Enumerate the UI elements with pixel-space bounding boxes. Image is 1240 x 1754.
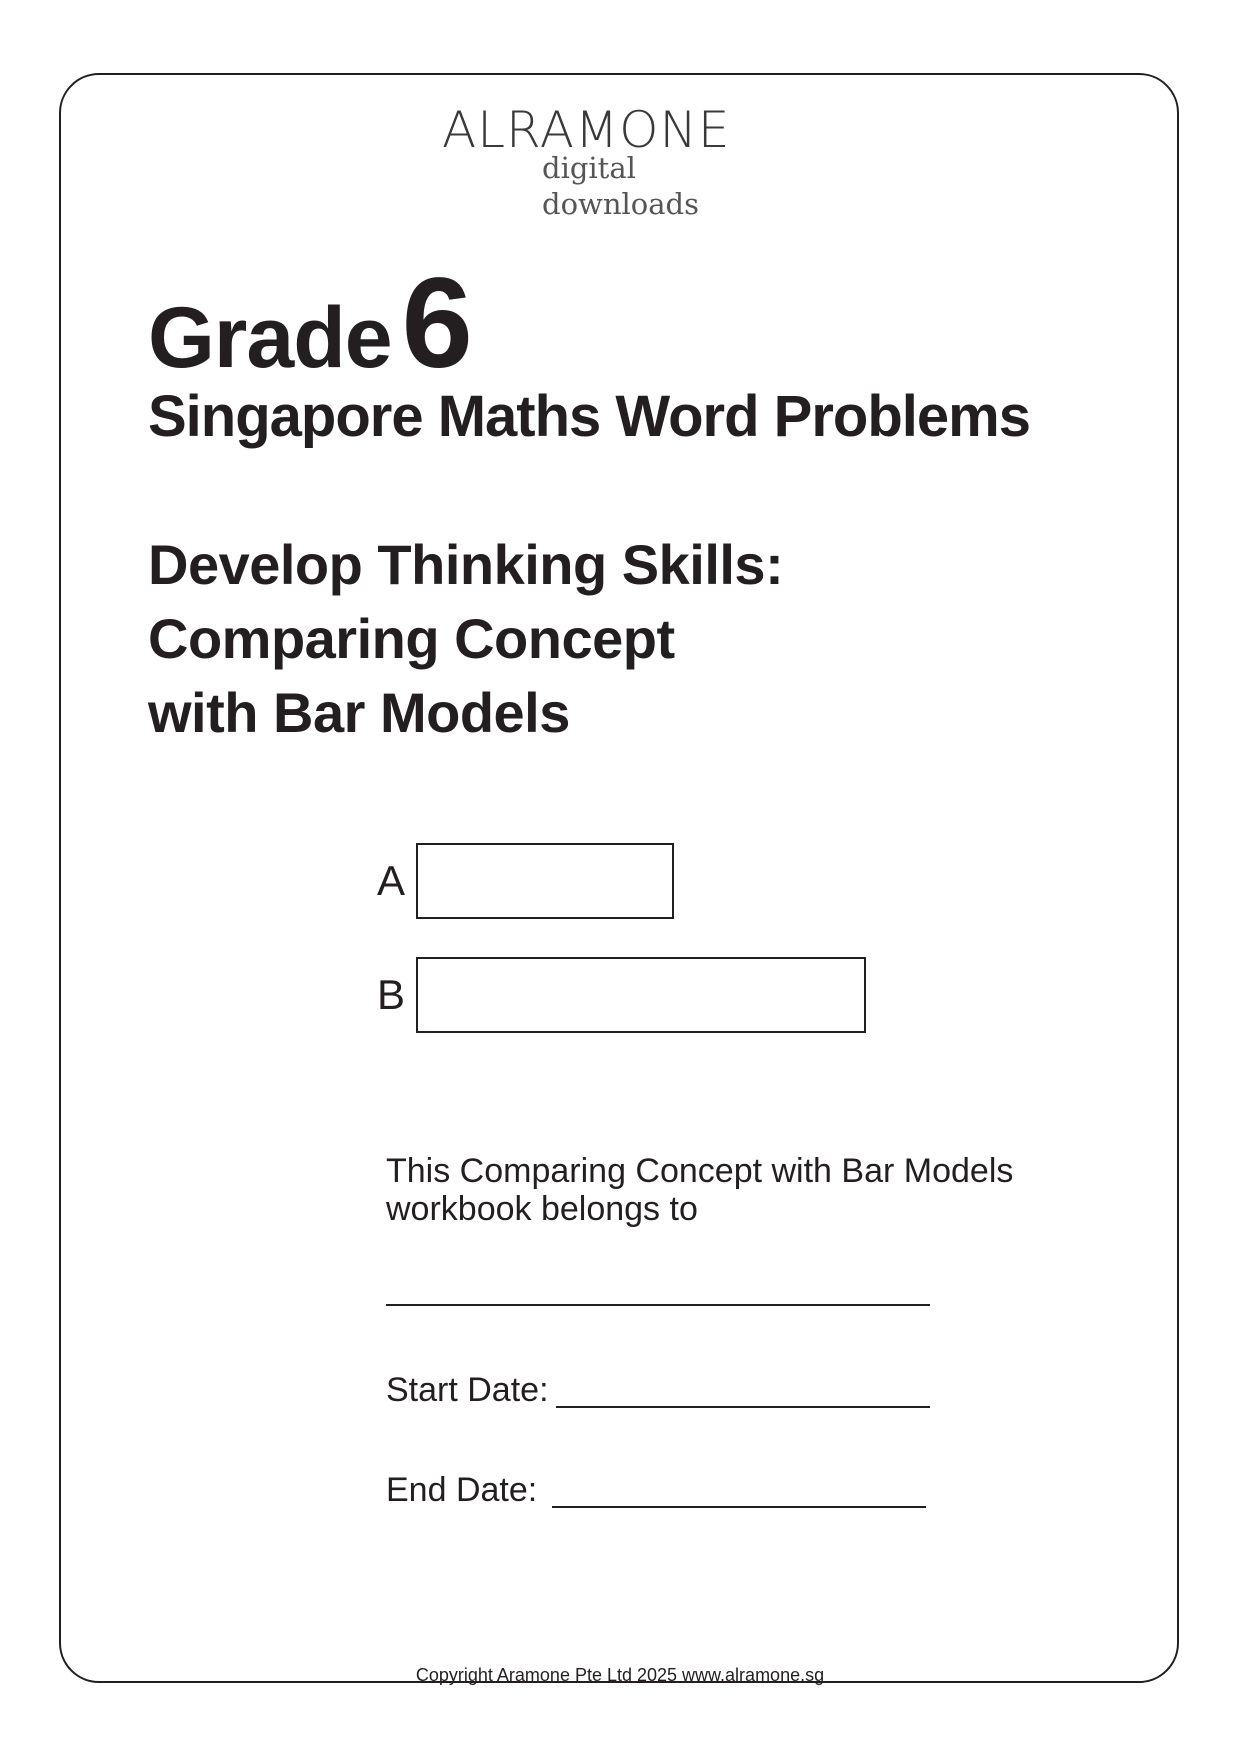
workbook-subtitle xyxy=(148,528,783,750)
bar-label-b: B xyxy=(376,971,405,1018)
bar-a xyxy=(416,843,674,919)
alramone-logo xyxy=(442,100,802,221)
owner-name-blank[interactable] xyxy=(386,1304,930,1306)
copyright-footer: Copyright Aramone Pte Ltd 2025 www.alramone.sg xyxy=(415,1665,825,1685)
ownership-line-2: workbook belongs to xyxy=(386,1190,698,1228)
grade-heading xyxy=(148,250,473,395)
logo-tagline: digital downloads xyxy=(542,151,699,221)
ownership-statement xyxy=(386,1152,1146,1228)
end-date-label: End Date: xyxy=(386,1471,538,1509)
start-date-label: Start Date: xyxy=(386,1371,549,1409)
grade-word: Grade xyxy=(148,290,392,386)
subtitle-line-2: Comparing Concept xyxy=(148,607,675,670)
bar-b xyxy=(416,957,866,1033)
logo-wordmark: ALRAMONE xyxy=(442,101,731,159)
grade-number: 6 xyxy=(401,252,473,395)
subtitle-line-3: with Bar Models xyxy=(148,681,570,744)
series-title: Singapore Maths Word Problems xyxy=(148,384,1030,449)
ownership-line-1: This Comparing Concept with Bar Models xyxy=(386,1152,1014,1190)
bar-label-a: A xyxy=(376,857,405,904)
bar-model-row-a xyxy=(366,842,674,920)
bar-model-row-b xyxy=(366,956,866,1034)
start-date-blank[interactable] xyxy=(556,1406,930,1408)
end-date-blank[interactable] xyxy=(552,1506,926,1508)
subtitle-line-1: Develop Thinking Skills: xyxy=(148,533,784,596)
